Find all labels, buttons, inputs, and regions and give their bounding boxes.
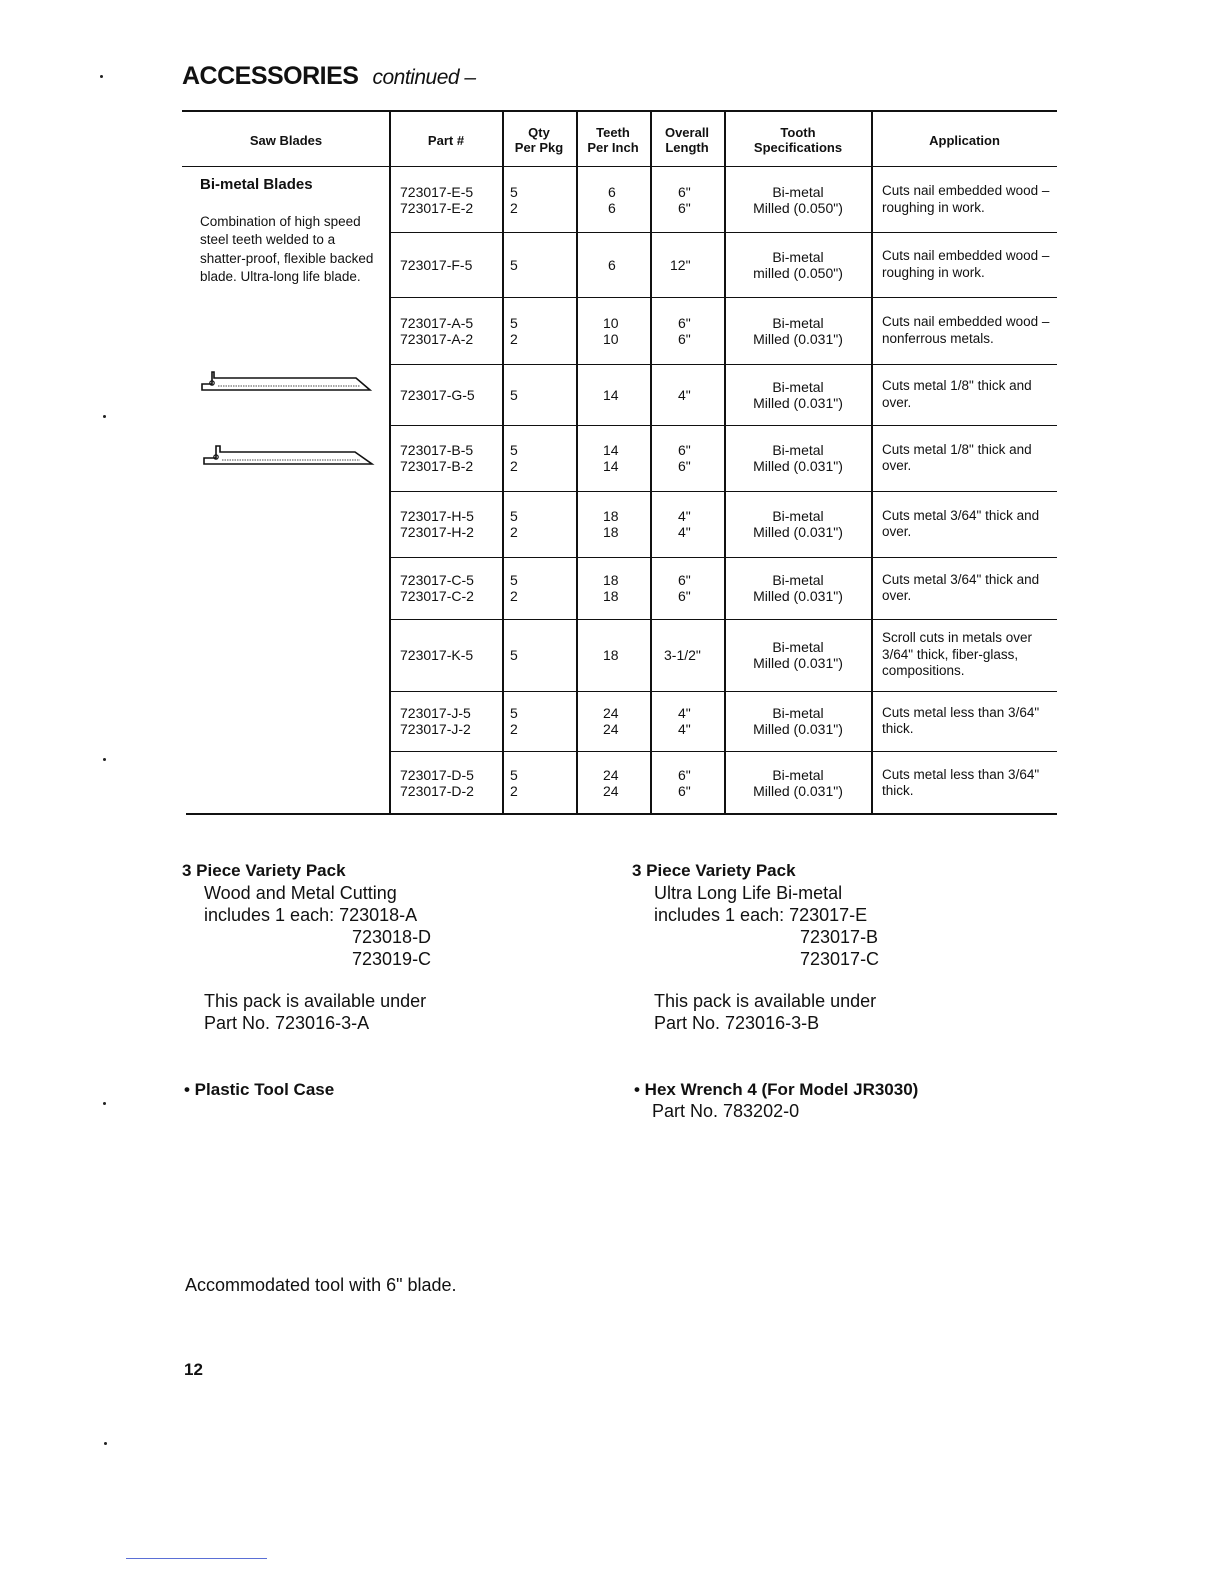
cell-tpi: 6 6 <box>608 183 616 216</box>
cell-qty: 5 2 <box>510 314 518 347</box>
cell-length: 6" 6" <box>678 314 691 347</box>
cell-application: Cuts nail embedded wood – nonferrous metals. <box>882 314 1050 346</box>
cell-part: 723017-D-5 723017-D-2 <box>400 767 474 799</box>
cell-length: 4" <box>678 386 691 403</box>
cell-application: Cuts nail embedded wood – roughing in work. <box>882 248 1050 280</box>
pack-part-number: Part No. 723016-3-A <box>204 1013 370 1033</box>
cell-spec: Bi-metal milled (0.050") <box>753 248 843 281</box>
cell-qty: 5 2 <box>510 508 518 540</box>
includes-label: includes 1 each: <box>204 905 335 925</box>
cell-part: 723017-G-5 <box>400 386 475 403</box>
pack-line: Ultra Long Life Bi-metal <box>654 883 843 903</box>
pack-availability: This pack is available under <box>654 991 877 1011</box>
margin-dot <box>100 75 103 78</box>
table-row <box>390 365 1057 426</box>
table-row <box>390 298 1057 365</box>
cell-tpi: 24 24 <box>603 705 619 737</box>
cell-application: Cuts nail embedded wood – roughing in work. <box>882 183 1050 215</box>
cell-length: 6" 6" <box>678 572 691 604</box>
cell-length: 6" 6" <box>678 767 691 799</box>
page-title <box>182 62 476 91</box>
cell-spec: Bi-metal Milled (0.031") <box>753 508 843 540</box>
table-row <box>390 558 1057 620</box>
footnote: Accommodated tool with 6" blade. <box>185 1275 457 1295</box>
table-row <box>390 752 1057 814</box>
pack-includes <box>632 904 1052 926</box>
variety-pack-left <box>182 860 582 1034</box>
hex-wrench: • Hex Wrench 4 (For Model JR3030) <box>634 1080 919 1099</box>
table-row <box>390 492 1057 558</box>
margin-dot <box>104 1442 107 1445</box>
cell-application: Cuts metal 3/64" thick and over. <box>882 571 1040 603</box>
col-teeth: Teeth Per Inch <box>587 125 639 155</box>
cell-length: 4" 4" <box>678 508 691 540</box>
title-text: ACCESSORIES <box>182 62 359 90</box>
pack-item: 723018-D <box>352 927 432 947</box>
pack-item: 723017-E <box>789 905 868 925</box>
bottom-link-line <box>126 1558 267 1559</box>
cell-spec: Bi-metal Milled (0.031") <box>753 767 843 799</box>
cell-spec: Bi-metal Milled (0.050") <box>753 183 843 216</box>
cell-part: 723017-E-5 723017-E-2 <box>400 183 474 216</box>
cell-application: Cuts metal 3/64" thick and over. <box>882 507 1040 539</box>
cell-spec: Bi-metal Milled (0.031") <box>753 442 843 474</box>
col-application: Application <box>929 132 1000 148</box>
cell-tpi: 24 24 <box>603 767 619 799</box>
cell-qty: 5 2 <box>510 572 518 604</box>
cell-length: 6" 6" <box>678 183 691 216</box>
col-part: Part # <box>427 132 465 148</box>
cell-part: 723017-H-5 723017-H-2 <box>400 508 474 540</box>
table-bottom-rule <box>186 813 1057 815</box>
pack-item: 723019-C <box>352 949 432 969</box>
col-length: Overall Length <box>664 125 710 155</box>
category-name: Bi-metal Blades <box>200 176 313 193</box>
page-number: 12 <box>184 1360 203 1379</box>
cell-qty: 5 <box>510 386 518 403</box>
pack-item: 723018-A <box>339 905 418 925</box>
plastic-tool-case: • Plastic Tool Case <box>184 1080 335 1099</box>
accessories-table <box>182 110 1057 820</box>
margin-dot <box>103 415 106 418</box>
cell-qty: 5 2 <box>510 705 518 737</box>
variety-pack-right <box>632 860 1052 1034</box>
cell-length: 3-1/2" <box>664 647 701 663</box>
cell-tpi: 14 <box>603 386 619 403</box>
cell-part: 723017-J-5 723017-J-2 <box>400 705 471 737</box>
cell-application: Cuts metal less than 3/64" thick. <box>882 704 1040 736</box>
cell-application: Scroll cuts in metals over 3/64" thick, fiber-glass, compositions. <box>882 630 1033 679</box>
cell-qty: 5 <box>510 647 518 663</box>
pack-item: 723017-B <box>800 927 879 947</box>
cell-qty: 5 2 <box>510 442 518 474</box>
pack-availability: This pack is available under <box>204 991 427 1011</box>
cell-spec: Bi-metal Milled (0.031") <box>753 639 843 671</box>
cell-qty: 5 2 <box>510 183 518 216</box>
cell-part: 723017-K-5 <box>400 647 474 663</box>
pack-item: 723017-C <box>800 949 880 969</box>
table-row <box>390 233 1057 298</box>
cell-tpi: 18 <box>603 647 619 663</box>
cell-part: 723017-B-5 723017-B-2 <box>400 442 474 474</box>
cell-tpi: 10 10 <box>603 314 619 347</box>
cell-part: 723017-F-5 <box>400 256 473 273</box>
pack-part-number: Part No. 723016-3-B <box>654 1013 820 1033</box>
pack-includes <box>182 904 582 926</box>
cell-tpi: 18 18 <box>603 508 619 540</box>
cell-qty: 5 <box>510 256 518 273</box>
cell-tpi: 18 18 <box>603 572 619 604</box>
cell-length: 4" 4" <box>678 705 691 737</box>
table-row <box>390 620 1057 692</box>
cell-application: Cuts metal 1/8" thick and over. <box>882 441 1032 473</box>
margin-dot <box>103 1102 106 1105</box>
hex-wrench-part-number: Part No. 783202-0 <box>652 1101 800 1121</box>
pack-heading: 3 Piece Variety Pack <box>182 861 346 880</box>
cell-application: Cuts metal 1/8" thick and over. <box>882 378 1032 410</box>
table-row <box>390 168 1057 233</box>
includes-label: includes 1 each: <box>654 905 785 925</box>
cell-spec: Bi-metal Milled (0.031") <box>753 572 843 604</box>
col-qty: Qty Per Pkg <box>514 125 564 155</box>
cell-spec: Bi-metal Milled (0.031") <box>753 378 843 411</box>
cell-length: 6" 6" <box>678 442 691 474</box>
category-description: Combination of high speed steel teeth welded to a shatter-proof, flexible backed blade. Ultra-long life blade. <box>200 214 374 284</box>
margin-dot <box>103 758 106 761</box>
cell-spec: Bi-metal Milled (0.031") <box>753 705 843 737</box>
table-row <box>390 692 1057 752</box>
cell-tpi: 6 <box>608 256 616 273</box>
cell-application: Cuts metal less than 3/64" thick. <box>882 766 1040 798</box>
table-row <box>390 426 1057 492</box>
table-header-row <box>182 112 1057 167</box>
col-saw-blades: Saw Blades <box>249 132 323 148</box>
short-blade-icon <box>200 366 375 396</box>
cell-spec: Bi-metal Milled (0.031") <box>753 314 843 347</box>
cell-tpi: 14 14 <box>603 442 619 474</box>
long-blade-icon <box>200 440 375 470</box>
col-spec: Tooth Specifications <box>753 125 843 155</box>
pack-line: Wood and Metal Cutting <box>204 883 397 903</box>
cell-length: 12" <box>670 256 691 273</box>
cell-qty: 5 2 <box>510 767 518 799</box>
cell-part: 723017-C-5 723017-C-2 <box>400 572 474 604</box>
pack-heading: 3 Piece Variety Pack <box>632 861 796 880</box>
title-continued: continued – <box>372 66 476 89</box>
cell-part: 723017-A-5 723017-A-2 <box>400 314 474 347</box>
